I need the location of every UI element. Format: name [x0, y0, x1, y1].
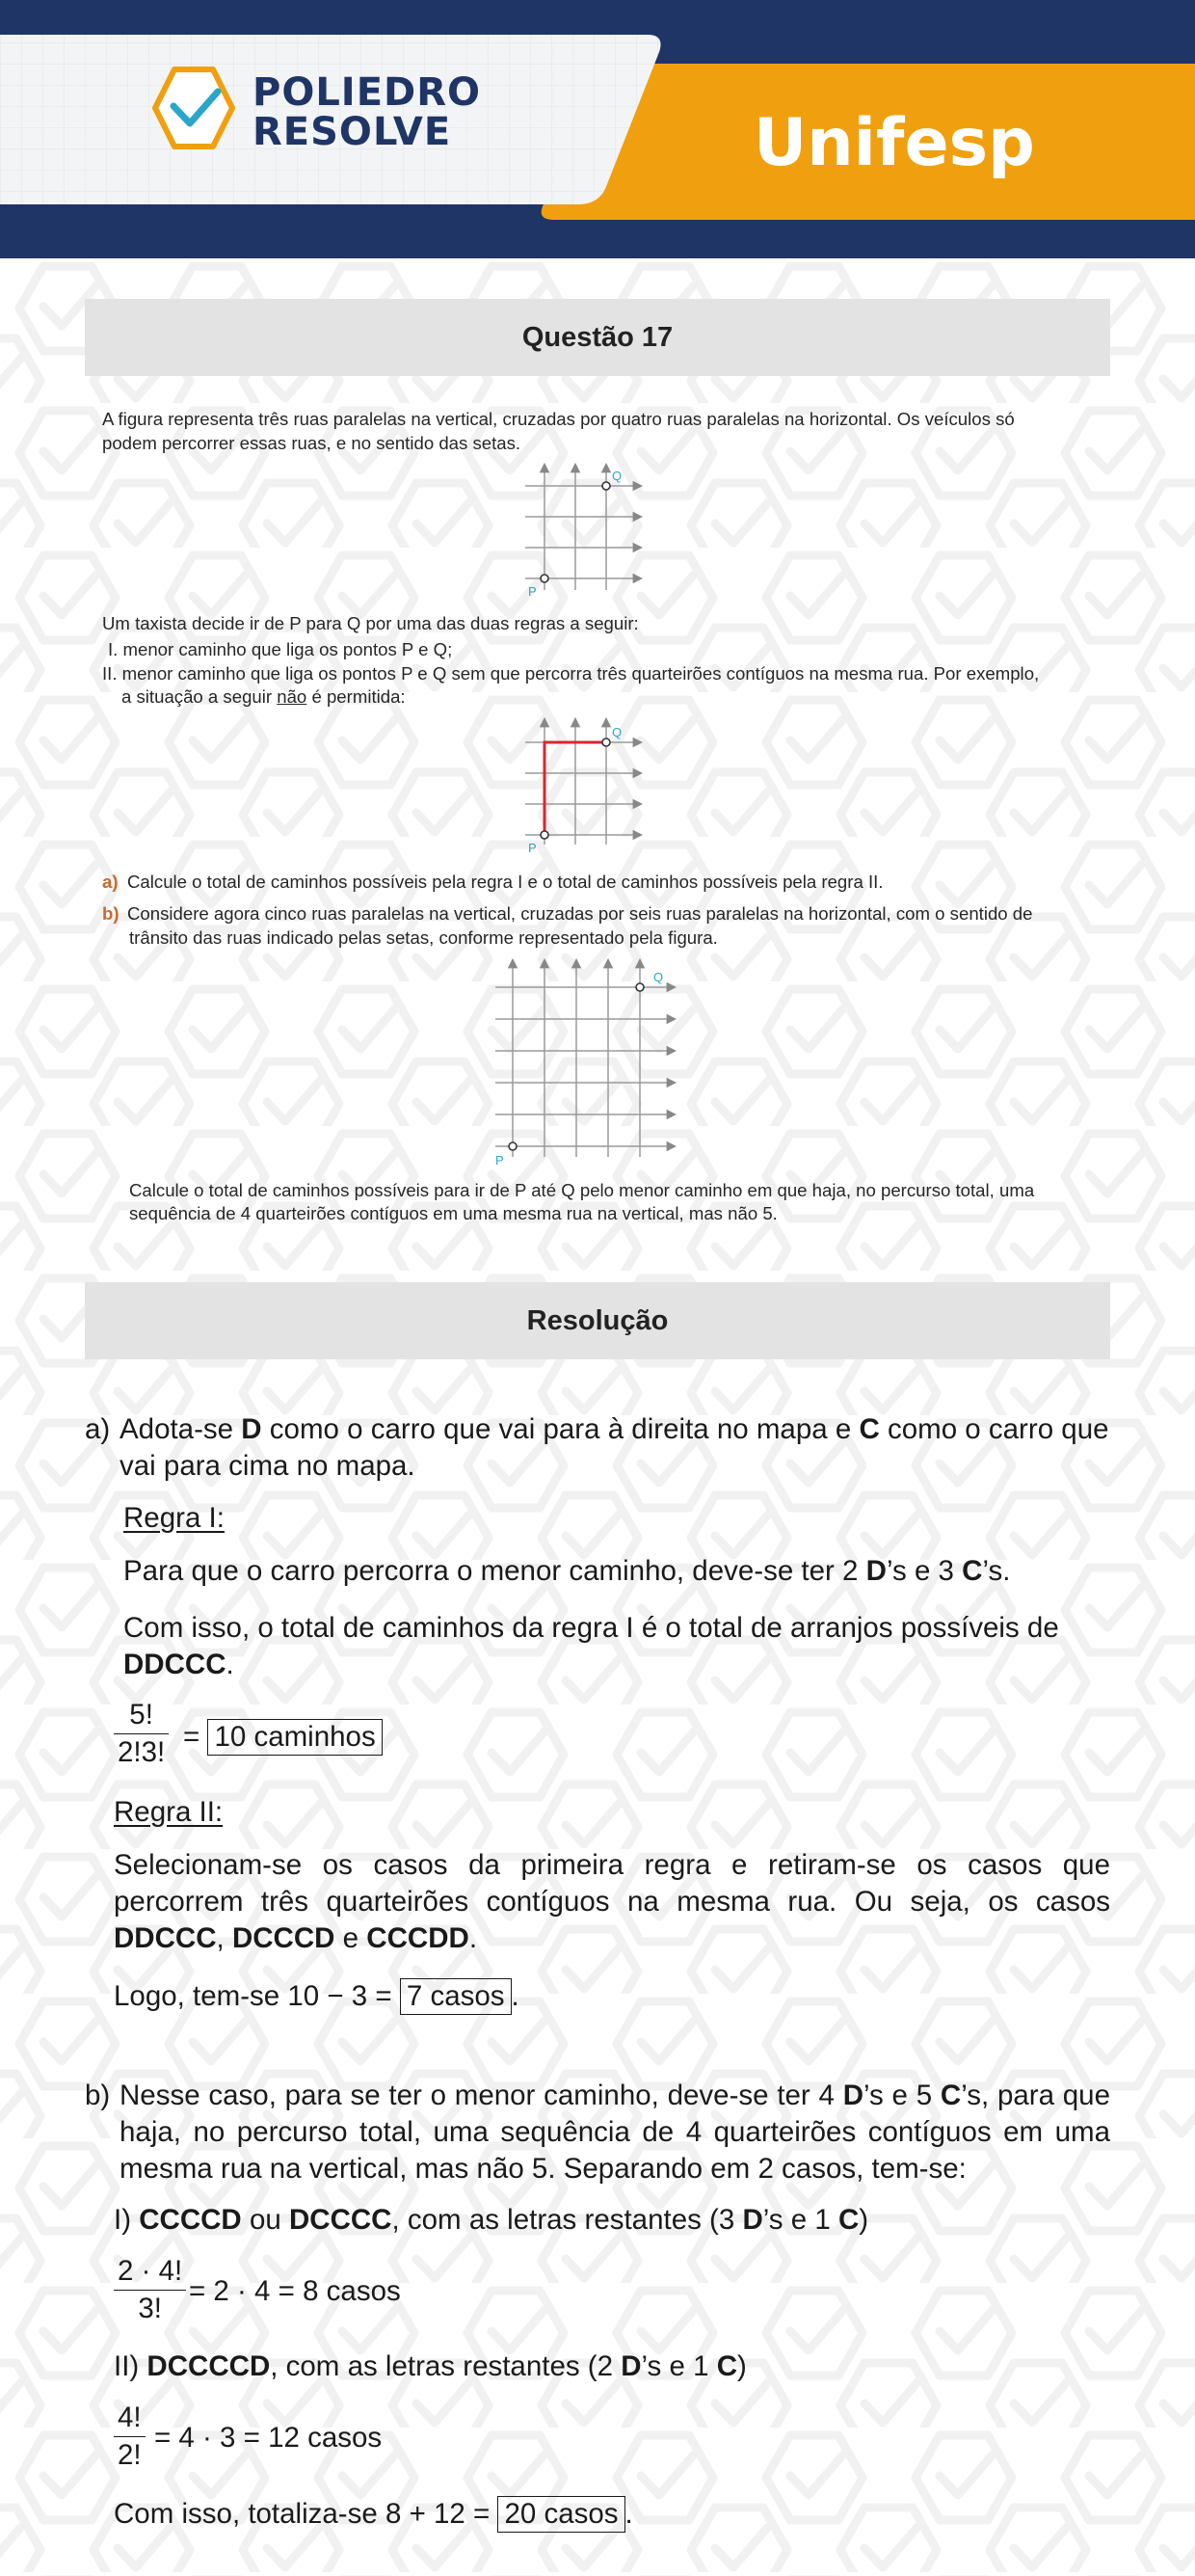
rule2-paragraph1: Selecionam-se os casos da primeira regra e retiram-se os casos que percorrem três quarteirões contíguos na mesma rua. Ou seja, os casos DDCCC, DCCCD e CCCDD.	[114, 1849, 1110, 1954]
rule2-result-box: 7 casos	[400, 1978, 512, 2015]
label-p: P	[528, 841, 537, 855]
question-taxi-text: Um taxista decide ir de P para Q por uma das duas regras a seguir:	[102, 613, 639, 633]
question-item-b-line3: Calcule o total de caminhos possíveis para ir de P até Q pelo menor caminho em que haja, no percurso total, uma	[129, 1180, 1035, 1200]
final-result-box: 20 casos	[497, 2496, 624, 2533]
label-p: P	[495, 1153, 504, 1167]
question-rule2-line2: a situação a seguir não é permitida:	[121, 686, 406, 707]
rule1-fraction: $\frac{5!}{2!3!}$	[114, 1697, 169, 1771]
street-grid-figure-3	[491, 953, 684, 1168]
resolution-b-intro: Nesse caso, para se ter o menor caminho, deve-se ter 4 D’s e 5 C’s, para que haja, no percurso total, uma sequência de 4 quarteirões contíguos em uma mesma rua na vertical, mas não 5. Separando em 2 casos, tem-se:	[120, 2080, 1110, 2185]
case2-calculation: = 4 · 3 = 12 casos	[154, 2422, 383, 2454]
exam-name: Unifesp	[754, 105, 1035, 181]
label-q: Q	[612, 469, 623, 483]
question-intro-line2: podem percorrer essas ruas, e no sentido das setas.	[102, 433, 521, 453]
checkmark-logo-icon	[155, 69, 232, 147]
question-title: Questão 17	[521, 321, 674, 353]
resolution-a-intro: Adota-se D como o carro que vai para à direita no mapa e C como o carro que vai para cima no mapa.	[120, 1413, 1109, 1482]
header-banner	[0, 0, 1195, 258]
rule1-paragraph2: Com isso, o total de caminhos da regra I é o total de arranjos possíveis de DDCCC.	[123, 1612, 1059, 1680]
label-q: Q	[612, 725, 623, 739]
resolution-title: Resolução	[526, 1304, 669, 1336]
case2-heading: II) DCCCCD, com as letras restantes (2 D’s e 1 C)	[114, 2350, 747, 2382]
point-p-marker	[509, 1142, 517, 1150]
street-grid-figure-1	[511, 457, 655, 602]
case1-fraction: $\frac{2 \cdot 4!}{3!}$	[114, 2253, 186, 2327]
question-rule2-line1: II. menor caminho que liga os pontos P e Q sem que percorra três quarteirões contíguos na mesma rua. Por exemplo,	[102, 663, 1040, 684]
resolution-a-marker: a)	[85, 1413, 111, 1445]
rule2-result-line: Logo, tem-se 10 − 3 = 7 casos .	[114, 1978, 519, 2015]
case1-heading: I) CCCCD ou DCCCC, com as letras restantes (3 D’s e 1 C)	[114, 2204, 869, 2236]
point-q-marker	[602, 482, 610, 490]
question-rule1: I. menor caminho que liga os pontos P e Q;	[108, 639, 453, 659]
label-p: P	[528, 584, 537, 599]
question-item-b-line1: b) Considere agora cinco ruas paralelas na vertical, cruzadas por seis ruas paralelas na horizontal, com o sentido de	[102, 903, 1033, 924]
point-p-marker	[541, 831, 548, 839]
point-q-marker	[602, 738, 610, 746]
resolution-b-marker: b)	[85, 2080, 111, 2111]
question-title-bar	[85, 299, 1110, 376]
street-grid-figure-2	[511, 711, 655, 856]
point-p-marker	[541, 575, 548, 582]
brand-name-line2: RESOLVE	[252, 110, 452, 154]
point-q-marker	[636, 983, 644, 991]
rule1-result-line: = 10 caminhos	[183, 1719, 383, 1756]
brand-name-line1: POLIEDRO	[252, 70, 482, 115]
question-item-b-line2: trânsito das ruas indicado pelas setas, conforme representado pela figura.	[129, 927, 718, 948]
resolution-title-bar	[85, 1282, 1110, 1359]
question-item-b-line4: sequência de 4 quarteirões contíguos em uma mesma rua na vertical, mas não 5.	[129, 1203, 778, 1223]
case2-fraction: $\frac{4!}{2!}$	[114, 2400, 146, 2474]
final-result-line: Com isso, totaliza-se 8 + 12 = 20 casos .	[114, 2496, 633, 2533]
rule1-heading: Regra I:	[123, 1502, 225, 1534]
rule1-paragraph1: Para que o carro percorra o menor caminho, deve-se ter 2 D’s e 3 C’s.	[123, 1555, 1011, 1587]
rule1-result-box: 10 caminhos	[207, 1719, 382, 1756]
case1-calculation: = 2 · 4 = 8 casos	[189, 2275, 401, 2307]
rule2-heading: Regra II:	[114, 1796, 224, 1828]
question-item-a: a) Calcule o total de caminhos possíveis pela regra I e o total de caminhos possíveis pela regra II.	[102, 872, 884, 892]
question-intro-line1: A figura representa três ruas paralelas na vertical, cruzadas por quatro ruas paralelas na horizontal. Os veículos só	[102, 409, 1015, 429]
label-q: Q	[653, 970, 664, 984]
